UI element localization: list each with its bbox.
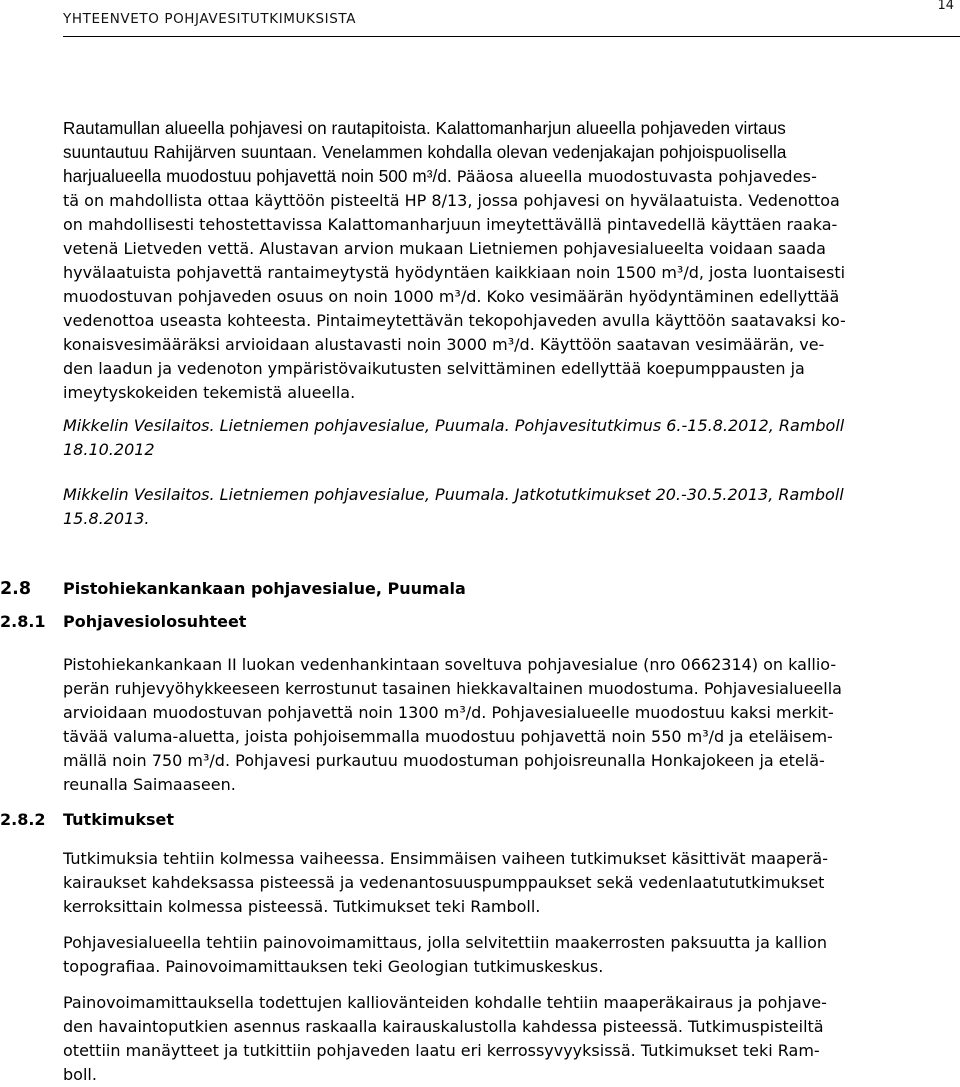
- section-number: 2.8.1: [0, 612, 46, 631]
- text-line: mällä noin 750 m³/d. Pohjavesi purkautuu muodostuman pohjoisreunalla Honkajokeen ja etelä-: [63, 751, 825, 770]
- text-line: imeytyskokeiden tekemistä alueella.: [63, 383, 356, 402]
- text-line: muodostuvan pohjaveden osuus on noin 1000 m³/d. Koko vesimäärän hyödyntäminen edellyttää: [63, 287, 840, 306]
- section-title: Pohjavesiolosuhteet: [63, 612, 247, 631]
- section-number-part: 8: [18, 579, 32, 599]
- text-line: den havaintoputkien asennus raskaalla kairauskalustolla kahdessa pisteessä. Tutkimuspisteiltä: [63, 1017, 824, 1036]
- text-line: hyvälaatuista pohjavettä rantaimeytystä hyödyntäen kaikkiaan noin 1500 m³/d, josta luontaisesti: [63, 263, 846, 282]
- text-line: vedenottoa useasta kohteesta. Pintaimeytettävän tekopohjaveden avulla käyttöön saatavaksi ko-: [63, 311, 846, 330]
- text-line: reunalla Saimaaseen.: [63, 775, 236, 794]
- text-line: Painovoimamittauksella todettujen kalliovänteiden kohdalle tehtiin maaperäkairaus ja pohjave-: [63, 993, 827, 1012]
- text-line: Pistohiekankankaan II luokan vedenhankintaan soveltuva pohjavesialue (nro 0662314) on kallio-: [63, 655, 837, 674]
- section-number: 2.8.2: [0, 810, 46, 829]
- text-line: otettiin manäytteet ja tutkittiin pohjaveden laatu eri kerrossyvyyksissä. Tutkimukset teki Ram-: [63, 1041, 820, 1060]
- reference-2: [63, 483, 960, 531]
- text-line: topografiaa. Painovoimamittauksen teki Geologian tutkimuskeskus.: [63, 957, 604, 976]
- paragraph-pohjavesiolosuhteet: [63, 653, 960, 797]
- section-heading-2-8: [0, 579, 466, 599]
- text-line: boll.: [63, 1065, 97, 1084]
- paragraph-kairaus: [63, 991, 960, 1087]
- text-line: Tutkimuksia tehtiin kolmessa vaiheessa. Ensimmäisen vaiheen tutkimukset käsittivät maaperä-: [63, 849, 829, 868]
- section-heading-2-8-1: [0, 612, 247, 631]
- reference-1: [63, 414, 960, 462]
- text-line: tävää valuma-aluetta, joista pohjoisemmalla muodostuu pohjavettä noin 550 m³/d ja eteläisem-: [63, 727, 833, 746]
- section-number-part: 2.: [0, 579, 19, 599]
- text-line: 18.10.2012: [63, 440, 155, 459]
- section-title: Tutkimukset: [63, 810, 175, 829]
- header-title: YHTEENVETO POHJAVESITUTKIMUKSISTA: [63, 11, 357, 27]
- text-span: Pääosa alueella muodostuvasta pohjavedes-: [456, 167, 817, 186]
- text-line: [63, 165, 960, 189]
- text-line: 15.8.2013.: [63, 509, 150, 528]
- text-line: on mahdollisesti tehostettavissa Kalattomanharjuun imeytettävällä pintavedellä käyttäen raaka-: [63, 215, 838, 234]
- text-line: vetenä Lietveden vettä. Alustavan arvion mukaan Lietniemen pohjavesialueelta voidaan saada: [63, 239, 826, 258]
- paragraph-rautamulta: [63, 117, 960, 189]
- text-line: kairaukset kahdeksassa pisteessä ja vedenantosuuspumppaukset sekä vedenlaatututkimukset: [63, 873, 825, 892]
- paragraph-tutkimukset: [63, 847, 960, 919]
- text-line: suuntautuu Rahijärven suuntaan. Venelammen kohdalla olevan vedenjakajan pohjoispuolisella: [63, 143, 787, 162]
- text-span: harjualueella muodostuu pohjavettä noin 500 m³/d.: [63, 167, 452, 186]
- text-line: Mikkelin Vesilaitos. Lietniemen pohjavesialue, Puumala. Jatkotutkimukset 20.-30.5.2013, Ramboll: [63, 485, 844, 504]
- section-heading-2-8-2: [0, 810, 175, 829]
- page-number: 14: [937, 0, 954, 13]
- header-divider: [63, 36, 960, 37]
- paragraph-painovoimamittaus: [63, 931, 960, 979]
- section-number: [0, 579, 31, 599]
- text-line: Rautamullan alueella pohjavesi on rautapitoista. Kalattomanharjun alueella pohjaveden virtaus: [63, 119, 786, 138]
- section-title: Pistohiekankankaan pohjavesialue, Puumala: [63, 579, 466, 598]
- text-line: Pohjavesialueella tehtiin painovoimamittaus, jolla selvitettiin maakerrosten paksuutta ja kallion: [63, 933, 828, 952]
- text-line: den laadun ja vedenoton ympäristövaikutusten selvittäminen edellyttää koepumppausten ja: [63, 359, 805, 378]
- text-line: konaisvesimääräksi arvioidaan alustavasti noin 3000 m³/d. Käyttöön saatavan vesimäärän, ve-: [63, 335, 825, 354]
- text-line: perän ruhjevyöhykkeeseen kerrostunut tasainen hiekkavaltainen muodostuma. Pohjavesialueella: [63, 679, 842, 698]
- text-line: arvioidaan muodostuvan pohjavettä noin 1300 m³/d. Pohjavesialueelle muodostuu kaksi merkit-: [63, 703, 834, 722]
- text-line: kerroksittain kolmessa pisteessä. Tutkimukset teki Ramboll.: [63, 897, 541, 916]
- text-line: Mikkelin Vesilaitos. Lietniemen pohjavesialue, Puumala. Pohjavesitutkimus 6.-15.8.2012, Ramboll: [63, 416, 845, 435]
- paragraph-vedenotto: [63, 189, 960, 405]
- text-line: tä on mahdollista ottaa käyttöön pisteeltä HP 8/13, jossa pohjavesi on hyvälaatuista. Vedenottoa: [63, 191, 840, 210]
